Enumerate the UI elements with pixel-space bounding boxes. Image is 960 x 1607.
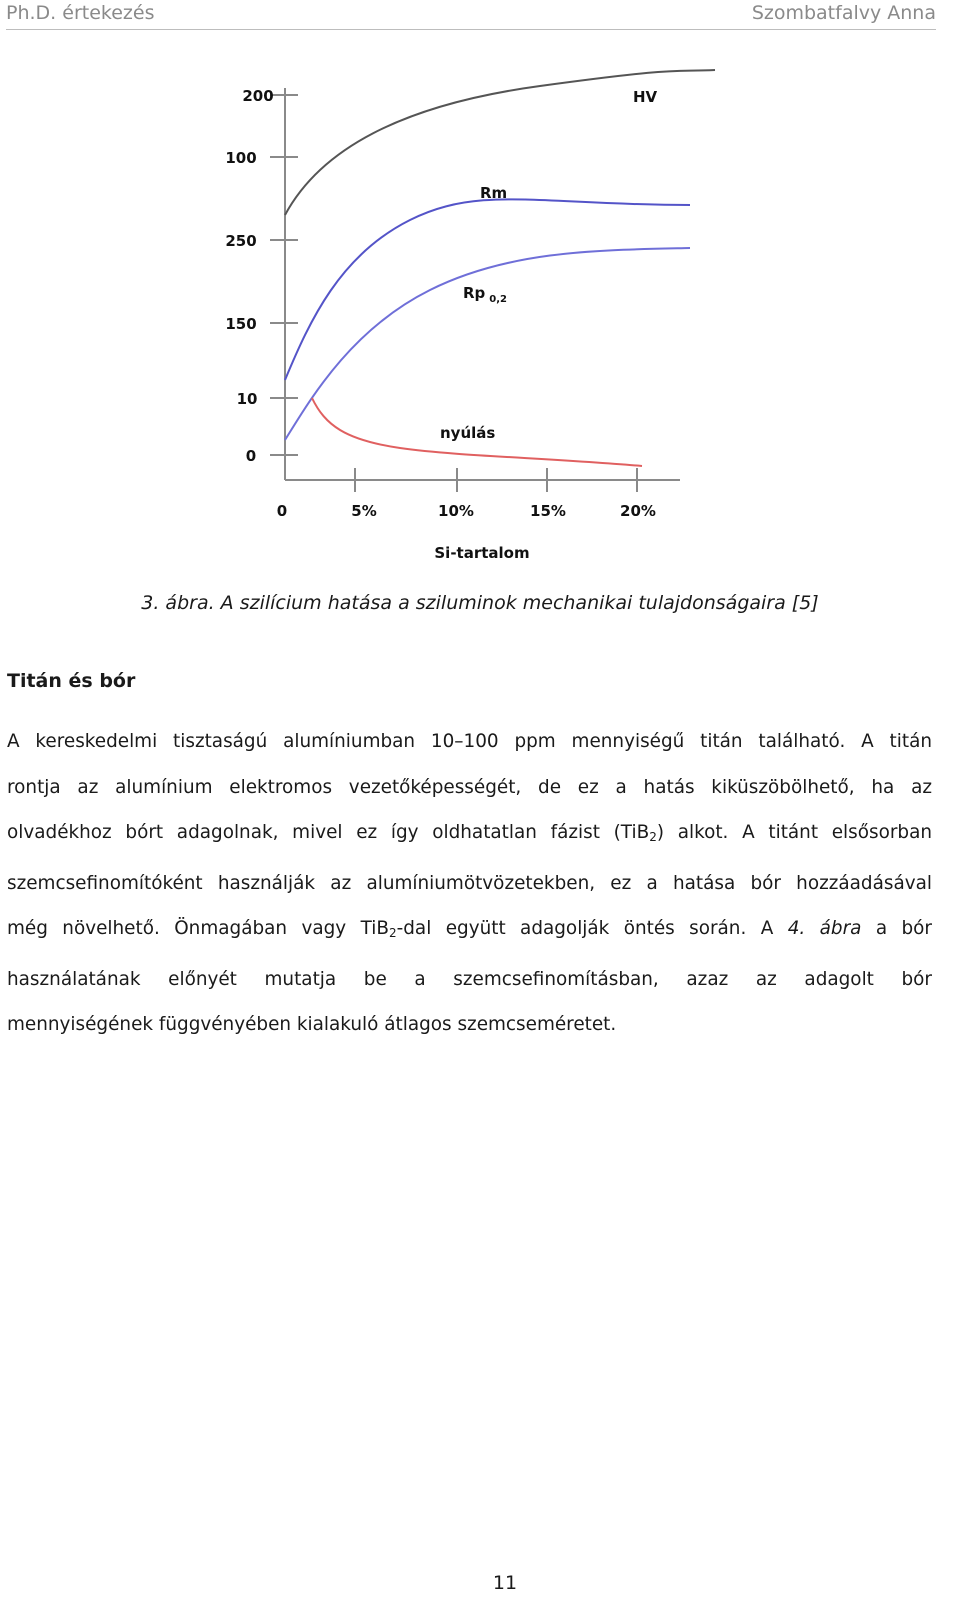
text-line [7,957,932,1003]
x-tick-label: 0 [276,502,288,520]
text-segment: használatának előnyét mutatja be a szemcsefinomításban, azaz az adagolt bór [7,968,932,990]
chart-svg [210,60,730,580]
text-segment: a bór [861,918,932,939]
x-tick-label: 15% [530,502,566,520]
y-tick-label: 200 [242,87,274,105]
text-line [7,765,932,811]
text-segment: mennyiségének függvényében kialakuló átlagos szemcseméretet. [7,1014,617,1035]
y-tick-label: 250 [225,232,257,250]
rp-label-main: Rp [463,284,486,302]
text-segment: rontja az alumínium elektromos vezetőképességét, de ez a hatás kiküszöbölhető, ha az [7,776,932,798]
text-line [7,719,932,765]
nyulas-label: nyúlás [440,424,496,442]
text-line [7,810,932,861]
body-paragraph [7,719,932,1048]
rp-curve [285,248,690,440]
section-title: Titán és bór [7,670,136,692]
si-content-chart [210,60,730,580]
figure-caption: 3. ábra. A szilícium hatása a sziluminok mechanikai tulajdonságaira [5] [141,592,819,614]
y-tick-label: 0 [245,447,257,465]
text-segment: -dal együtt adagolják öntés során. A [396,918,788,939]
x-tick-label: 10% [438,502,474,520]
text-segment: olvadékhoz bórt adagolnak, mivel ez így oldhatatlan fázist (TiB [7,822,650,843]
text-line [7,1002,932,1048]
subscript: 2 [388,926,397,940]
x-axis-label: Si-tartalom [434,544,530,562]
text-segment: szemcsefinomítóként használják az alumíniumötvözetekben, ez a hatása bór hozzáadásával [7,872,932,894]
x-tick-label: 20% [620,502,656,520]
y-tick-label: 10 [236,390,258,408]
text-segment: A kereskedelmi tisztaságú alumíniumban 10–100 ppm mennyiségű titán található. A titán [7,731,932,752]
page-header [6,0,936,30]
header-title: Ph.D. értekezés [6,2,155,24]
text-line [7,906,932,957]
y-tick-label: 150 [225,315,257,333]
x-tick-label: 5% [351,502,377,520]
rm-curve [285,199,690,380]
hv-label: HV [633,88,658,106]
text-segment: ) alkot. A titánt elsősorban [656,822,932,843]
subscript: 2 [649,830,657,844]
rp-label-subscript: 0,2 [489,294,508,305]
page-number: 11 [492,1572,518,1594]
text-line [7,861,932,907]
header-author: Szombatfalvy Anna [751,2,936,24]
y-tick-label: 100 [225,149,257,167]
figure-reference: 4. ábra [787,918,862,939]
rm-label: Rm [480,184,508,202]
rp-label [463,284,507,305]
text-segment: még növelhető. Önmagában vagy TiB [7,918,389,939]
